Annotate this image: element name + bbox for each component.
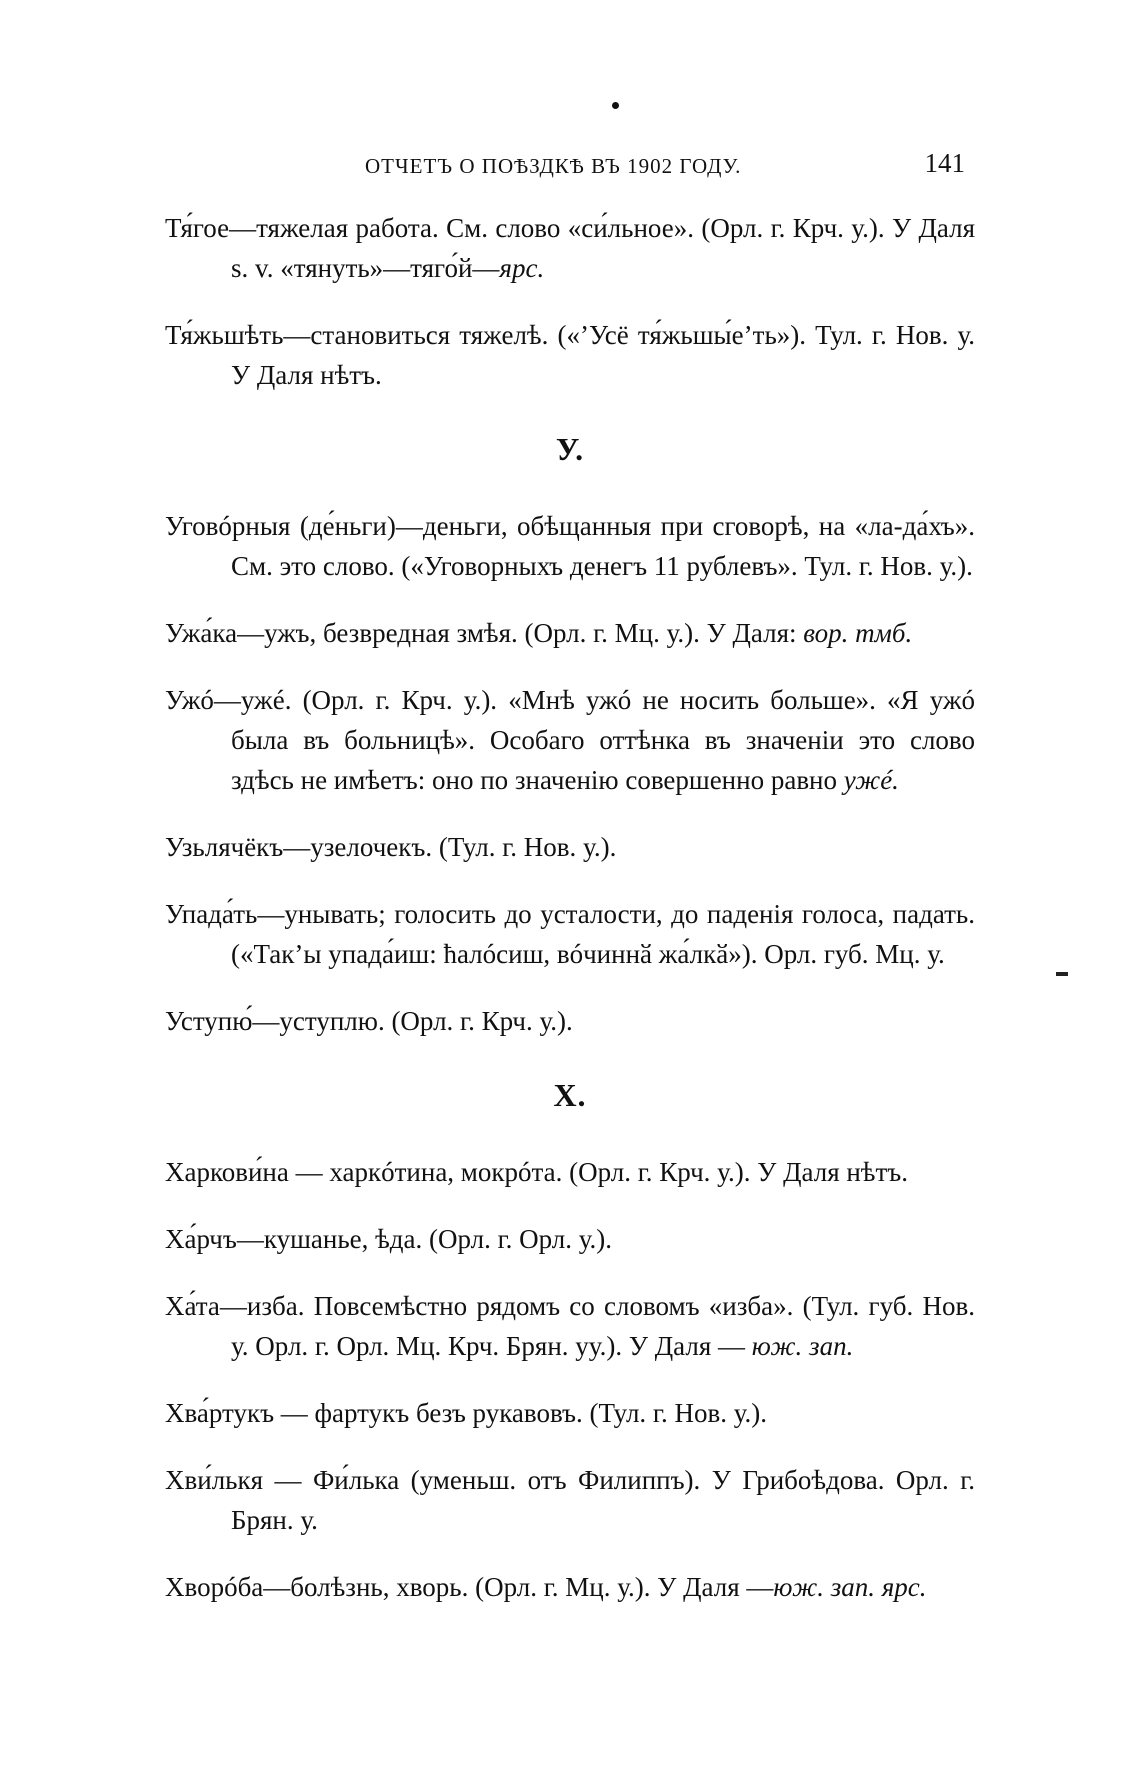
dictionary-entry [165, 506, 975, 586]
definition: —узелочекъ. (Тул. г. Нов. у.). [283, 832, 617, 862]
dictionary-entry [165, 1460, 975, 1540]
dictionary-entry [165, 208, 975, 288]
headword: Харкови́на [165, 1157, 289, 1187]
dictionary-entry [165, 613, 975, 653]
headword: Уговóрныя [165, 511, 291, 541]
headword: Хва́ртукъ [165, 1398, 275, 1428]
dictionary-entry [165, 680, 975, 800]
definition: — фартукъ безъ рукавовъ. (Тул. г. Нов. у.). [274, 1398, 767, 1428]
region-abbrev: ужé. [843, 765, 899, 795]
headword: Упада́ть [165, 899, 258, 929]
print-speck [612, 102, 619, 109]
page-number: 141 [924, 148, 965, 178]
dictionary-entry [165, 1567, 975, 1607]
definition: — Фи́лька (уменьш. отъ Филиппъ). У Грибоѣдова. Орл. г. Брян. у. [231, 1465, 975, 1535]
definition: —унывать; голосить до усталости, до паденія голоса, падать. («Так’ы упада́иш: ћалóсиш, вóчиннӑ жа́лкӑ»). Орл. губ. Мц. у. [231, 899, 975, 969]
headword: Тя́жьшѣть [165, 320, 284, 350]
dictionary-entry [165, 894, 975, 974]
region-abbrev: юж. зап. ярс. [773, 1572, 927, 1602]
dictionary-entry [165, 827, 975, 867]
dictionary-entry [165, 1001, 975, 1041]
headword: Узьлячёкъ [165, 832, 284, 862]
dictionary-entry [165, 1393, 975, 1433]
definition: —болѣзнь, хворь. (Орл. г. Мц. у.). У Даля — [263, 1572, 774, 1602]
section-heading-u: У. [555, 431, 585, 467]
definition: (де́ньги)—деньги, обѣщанныя при сговорѣ, на «ла-да́хъ». См. это слово. («Уговорныхъ денегъ 11 рублевъ». Тул. г. Нов. у.). [231, 511, 975, 581]
dictionary-entry [165, 1286, 975, 1366]
dictionary-text [165, 208, 975, 1611]
definition: —уступлю. (Орл. г. Крч. у.). [252, 1006, 573, 1036]
definition: — харкóтина, мокрóта. (Орл. г. Крч. у.). У Даля нѣтъ. [288, 1157, 908, 1187]
definition: —тяжелая работа. См. слово «си́льное». (Орл. г. Крч. у.). У Даля s. v. «тянуть»—тяго́й— [229, 213, 975, 283]
region-abbrev: юж. зап. [751, 1331, 854, 1361]
definition: —изба. Повсемѣстно рядомъ со словомъ «изба». (Тул. губ. Нов. у. Орл. г. Орл. Мц. Крч. Брян. уу.). У Даля — [219, 1291, 975, 1361]
running-title: ОТЧЕТЪ О ПОѢЗДКѢ ВЪ 1902 ГОДУ. [365, 154, 742, 178]
headword: Ха́рчъ [165, 1224, 237, 1254]
headword: Хворóба [165, 1572, 264, 1602]
definition: —ужъ, безвредная змѣя. (Орл. г. Мц. у.). У Даля: [237, 618, 804, 648]
definition: —кушанье, ѣда. (Орл. г. Орл. у.). [236, 1224, 613, 1254]
dictionary-entry [165, 1152, 975, 1192]
headword: Ужа́ка [165, 618, 238, 648]
headword: Хви́лькя [165, 1465, 264, 1495]
margin-mark [1056, 972, 1068, 976]
region-abbrev: вор. тмб. [803, 618, 913, 648]
headword: Тя́гое [165, 213, 230, 243]
page-header [165, 148, 965, 188]
headword: Ужó [165, 685, 214, 715]
definition: —ужé. (Орл. г. Крч. у.). «Мнѣ ужó не носить больше». «Я ужó была въ больницѣ». Особаго оттѣнка въ значеніи это слово здѣсь не имѣетъ: оно по значенію совершенно равно [213, 685, 975, 795]
dictionary-entry [165, 315, 975, 395]
dictionary-entry [165, 1219, 975, 1259]
headword: Уступю́ [165, 1006, 253, 1036]
definition: —становиться тяжелѣ. («’Усё тя́жьшы́е’ть»). Тул. г. Нов. у. У Даля нѣтъ. [231, 320, 975, 390]
headword: Ха́та [165, 1291, 220, 1321]
region-abbrev: ярс. [499, 253, 545, 283]
section-heading-h: Х. [553, 1077, 587, 1113]
